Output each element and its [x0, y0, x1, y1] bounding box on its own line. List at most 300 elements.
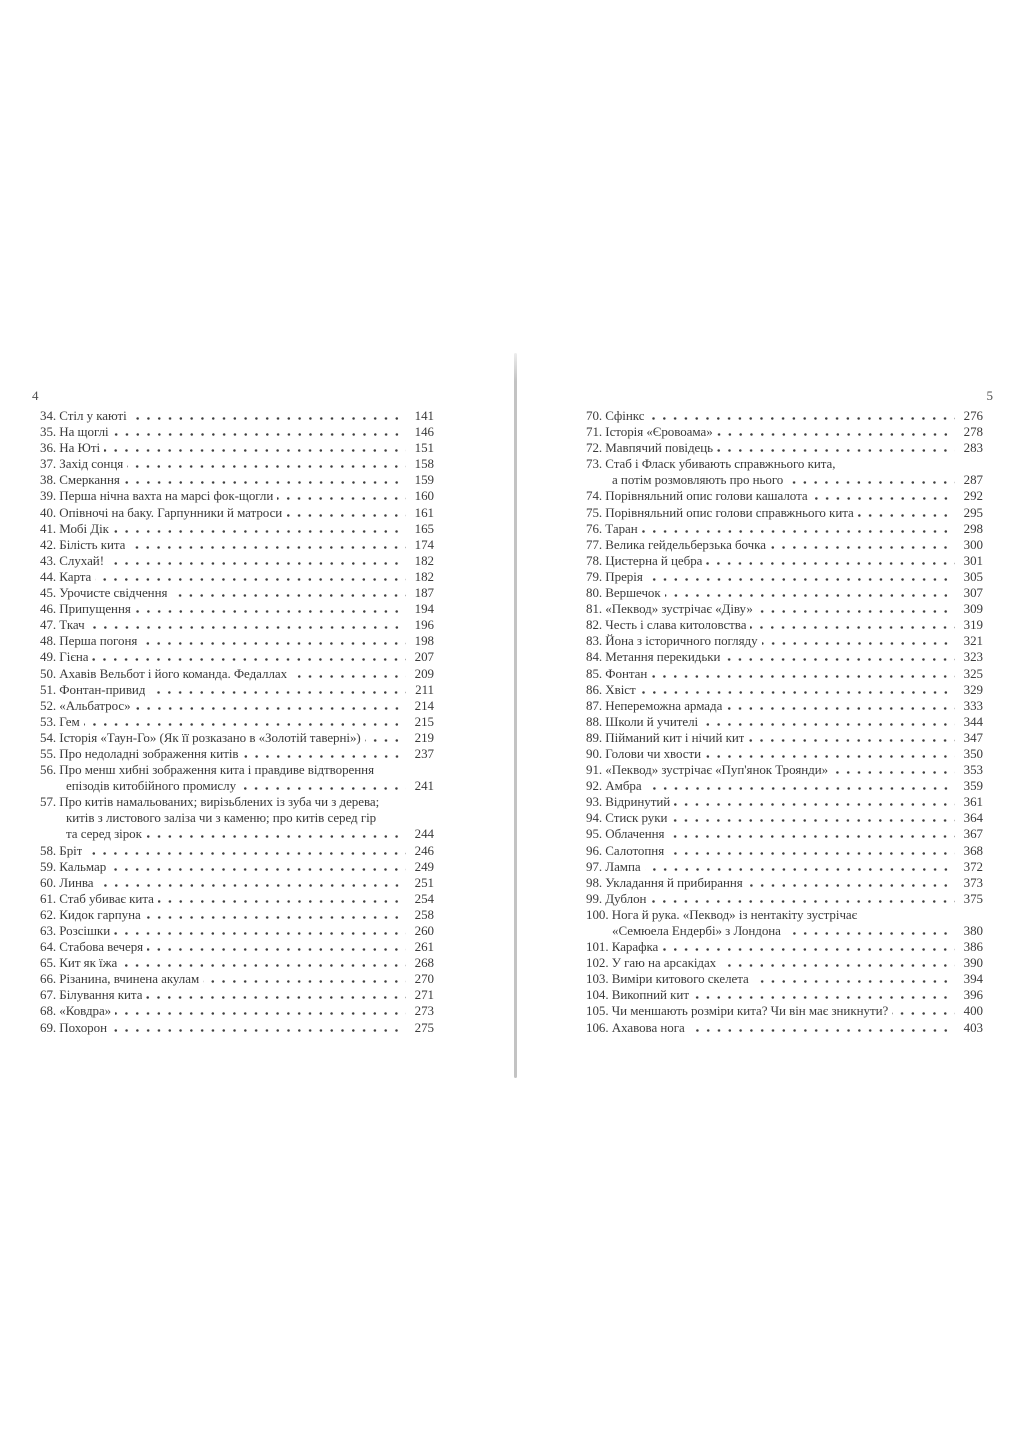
chapter-title: 101. Карафка: [586, 939, 659, 955]
dot-leader: [135, 610, 406, 613]
toc-line-main: [586, 762, 983, 778]
chapter-title: 54. Історія «Таун-Го» (Як її розказано в «Золотій таверні»): [40, 729, 361, 745]
toc-line-main: [40, 714, 434, 730]
chapter-title: 91. «Пеквод» зустрічає «Пуп'янок Троянди»: [586, 762, 829, 778]
toc-line-main: [586, 601, 983, 617]
toc-line-main: [586, 955, 983, 971]
toc-line-main: [586, 971, 983, 987]
page-ref: 373: [963, 874, 983, 890]
page-ref: 403: [963, 1019, 983, 1035]
chapter-title: 77. Велика гейдельберзька бочка: [586, 536, 766, 552]
toc-line-main: [586, 424, 983, 440]
toc-line-main: [586, 682, 983, 698]
chapter-title: 53. Гем: [40, 713, 80, 729]
dot-leader: [146, 835, 406, 838]
page-number-right: 5: [986, 388, 993, 403]
toc-entry-right-22: [586, 778, 983, 794]
toc-line-main: [40, 778, 434, 794]
page-ref: 375: [963, 890, 983, 906]
page-ref: 244: [414, 826, 434, 842]
dot-leader: [286, 514, 406, 517]
dot-leader: [717, 449, 955, 452]
toc-line-main: [40, 955, 434, 971]
toc-line-main: [586, 408, 983, 424]
toc-line-main: [40, 1003, 434, 1019]
page-ref: 207: [414, 649, 434, 665]
page-ref: 367: [963, 826, 983, 842]
chapter-title: 34. Стіл у каюті: [40, 408, 127, 423]
toc-entry-right-9: [586, 569, 983, 585]
chapter-title: 94. Стиск руки: [586, 810, 668, 826]
dot-leader: [243, 755, 407, 758]
page-ref: 333: [963, 697, 983, 713]
toc-line-main: [40, 666, 434, 682]
dot-leader: [98, 884, 406, 887]
dot-leader: [92, 658, 406, 661]
toc-line-main: [40, 891, 434, 907]
toc-line-main: [586, 633, 983, 649]
dot-leader: [113, 530, 406, 533]
toc-line-main: [586, 730, 983, 746]
toc-entry-left-1: [40, 424, 434, 440]
toc-entry-right-36: [586, 1020, 983, 1036]
chapter-title: 74. Порівняльний опис голови кашалота: [586, 488, 808, 504]
toc-line-main: [40, 730, 434, 746]
toc-entry-left-5: [40, 488, 434, 504]
chapter-title: 68. «Ковдра»: [40, 1003, 112, 1019]
page-ref: 182: [414, 552, 434, 568]
chapter-title: 73. Стаб і Фласк убивають справжнього кита,: [586, 456, 836, 472]
toc-entry-right-2: [586, 440, 983, 456]
page-ref: 301: [963, 552, 983, 568]
page-ref: 380: [963, 923, 983, 938]
toc-entry-left-22: [40, 762, 434, 794]
dot-leader: [651, 675, 955, 678]
chapter-title: 70. Сфінкс: [586, 408, 645, 423]
toc-entry-right-31: [586, 939, 983, 955]
dot-leader: [141, 642, 406, 645]
toc-line-main: [586, 521, 983, 537]
toc-line-main: [586, 826, 983, 842]
dot-leader: [674, 803, 955, 806]
page-ref: 292: [963, 488, 983, 504]
toc-line-main: [586, 617, 983, 633]
toc-line-main: [586, 987, 983, 1003]
dot-leader: [668, 852, 955, 855]
toc-line-main: [40, 826, 434, 842]
toc-line-main: [40, 971, 434, 987]
dot-leader: [171, 594, 406, 597]
toc-entry-right-18: [586, 714, 983, 730]
toc-entry-left-13: [40, 617, 434, 633]
toc-line-main: [586, 794, 983, 810]
toc-entry-left-14: [40, 633, 434, 649]
toc-line-main: [40, 1020, 434, 1036]
toc-entry-left-10: [40, 569, 434, 585]
chapter-title: 100. Нога й рука. «Пеквод» із нентакіту зустрічає: [586, 906, 858, 922]
dot-leader: [750, 626, 955, 629]
chapter-title: епізодів китобійного промислу: [66, 778, 237, 794]
toc-entry-left-34: [40, 1003, 434, 1019]
toc-line-wrap: [40, 762, 434, 778]
toc-line-main: [40, 633, 434, 649]
page-ref: 260: [414, 923, 434, 938]
page-ref: 353: [963, 762, 983, 778]
page-ref: 298: [963, 520, 983, 536]
toc-entry-left-12: [40, 601, 434, 617]
page-ref: 278: [963, 424, 983, 440]
dot-leader: [671, 819, 955, 822]
toc-line-main: [586, 843, 983, 859]
toc-entry-left-35: [40, 1020, 434, 1036]
page-ref: 219: [414, 729, 434, 745]
chapter-title: 98. Укладання й прибирання: [586, 874, 743, 890]
dot-leader: [115, 1012, 406, 1015]
toc-line-main: [40, 987, 434, 1003]
dot-leader: [131, 417, 406, 420]
page-ref: 161: [414, 504, 434, 520]
toc-line-main: [586, 649, 983, 665]
chapter-title: 43. Слухай!: [40, 552, 104, 568]
chapter-title: 75. Порівняльний опис голови справжнього кита: [586, 504, 854, 520]
page-ref: 268: [414, 955, 434, 971]
page-ref: 215: [414, 713, 434, 729]
toc-entry-right-27: [586, 859, 983, 875]
chapter-title: 38. Смеркання: [40, 472, 120, 488]
dot-leader: [812, 497, 955, 500]
page-ref: 305: [963, 568, 983, 584]
toc-line-main: [40, 649, 434, 665]
dot-leader: [647, 578, 955, 581]
dot-leader: [650, 900, 955, 903]
toc-entry-left-25: [40, 859, 434, 875]
page-ref: 209: [414, 665, 434, 681]
chapter-title: 46. Припущення: [40, 601, 131, 617]
toc-left-page: [40, 408, 434, 1036]
toc-line-main: [40, 440, 434, 456]
toc-line-main: [40, 424, 434, 440]
page-ref: 396: [963, 987, 983, 1003]
chapter-title: 80. Вершечок: [586, 585, 661, 601]
toc-entry-right-20: [586, 746, 983, 762]
toc-line-main: [40, 875, 434, 891]
chapter-title: 44. Карта: [40, 568, 92, 584]
page-ref: 394: [963, 971, 983, 987]
chapter-title: 78. Цистерна й цебра: [586, 552, 703, 568]
dot-leader: [858, 514, 955, 517]
toc-entry-right-25: [586, 826, 983, 842]
toc-entry-right-0: [586, 408, 983, 424]
page-ref: 361: [963, 794, 983, 810]
toc-entry-right-16: [586, 682, 983, 698]
dot-leader: [84, 723, 406, 726]
toc-line-main: [40, 923, 434, 939]
chapter-title: 37. Захід сонця: [40, 456, 124, 472]
chapter-title: 51. Фонтан-привид: [40, 681, 146, 697]
page-ref: 146: [414, 424, 434, 440]
dot-leader: [706, 562, 955, 565]
dot-leader: [668, 835, 955, 838]
toc-line-main: [40, 472, 434, 488]
dot-leader: [648, 417, 955, 420]
chapter-title: 40. Опівночі на баку. Гарпунники й матроси: [40, 504, 283, 520]
toc-entry-right-11: [586, 601, 983, 617]
page-ref: 276: [963, 408, 983, 423]
toc-line-main: [586, 585, 983, 601]
toc-line-main: [586, 746, 983, 762]
page-ref: 307: [963, 585, 983, 601]
page-ref: 300: [963, 536, 983, 552]
dot-leader: [720, 964, 955, 967]
toc-line-main: [40, 569, 434, 585]
page-ref: 270: [414, 971, 434, 987]
dot-leader: [145, 916, 406, 919]
dot-leader: [787, 481, 955, 484]
toc-line-main: [586, 569, 983, 585]
toc-line-main: [586, 472, 983, 488]
chapter-title: 71. Історія «Єровоама»: [586, 424, 713, 440]
toc-entry-left-24: [40, 843, 434, 859]
toc-line-main: [586, 778, 983, 794]
toc-entry-right-17: [586, 698, 983, 714]
toc-right-page: [586, 408, 983, 1036]
chapter-title: 92. Амбра: [586, 778, 642, 794]
dot-leader: [277, 497, 406, 500]
toc-line-main: [586, 553, 983, 569]
chapter-title: 64. Стабова вечеря: [40, 939, 144, 955]
toc-line-main: [40, 746, 434, 762]
chapter-title: 60. Линва: [40, 874, 94, 890]
page-divider: [514, 353, 517, 1078]
toc-entry-left-11: [40, 585, 434, 601]
page-ref: 214: [414, 697, 434, 713]
dot-leader: [114, 932, 406, 935]
page-ref: 309: [963, 601, 983, 617]
dot-leader: [110, 868, 406, 871]
toc-line-main: [40, 488, 434, 504]
toc-line-main: [40, 843, 434, 859]
dot-leader: [705, 755, 955, 758]
toc-entry-right-12: [586, 617, 983, 633]
toc-entry-left-23: [40, 794, 434, 842]
page-ref: 275: [414, 1019, 434, 1035]
toc-entry-left-26: [40, 875, 434, 891]
dot-leader: [892, 1012, 955, 1015]
toc-line-main: [586, 440, 983, 456]
toc-entry-right-8: [586, 553, 983, 569]
toc-line-main: [586, 891, 983, 907]
page-ref: 261: [414, 939, 434, 955]
chapter-title: 58. Бріт: [40, 842, 83, 858]
page-ref: 329: [963, 681, 983, 697]
toc-entry-left-29: [40, 923, 434, 939]
page-ref: 141: [414, 408, 434, 423]
toc-line-main: [586, 859, 983, 875]
dot-leader: [702, 723, 955, 726]
dot-leader: [240, 787, 406, 790]
toc-line-main: [40, 601, 434, 617]
page-ref: 194: [414, 601, 434, 617]
chapter-title: 39. Перша нічна вахта на марсі фок-щогли: [40, 488, 274, 504]
toc-entry-left-16: [40, 666, 434, 682]
toc-entry-left-30: [40, 939, 434, 955]
dot-leader: [689, 1029, 955, 1032]
chapter-title: 41. Мобі Дік: [40, 520, 109, 536]
dot-leader: [89, 626, 406, 629]
toc-entry-right-24: [586, 810, 983, 826]
chapter-title: 69. Похорон: [40, 1019, 107, 1035]
page-ref: 273: [414, 1003, 434, 1019]
toc-line-main: [40, 617, 434, 633]
dot-leader: [832, 771, 955, 774]
chapter-title: 95. Облачення: [586, 826, 665, 842]
page-ref: 198: [414, 633, 434, 649]
toc-entry-left-9: [40, 553, 434, 569]
toc-entry-right-29: [586, 891, 983, 907]
toc-line-main: [586, 488, 983, 504]
toc-line-main: [40, 682, 434, 698]
dot-leader: [113, 433, 406, 436]
toc-entry-left-27: [40, 891, 434, 907]
chapter-title: 97. Лампа: [586, 858, 641, 874]
chapter-title: 105. Чи меншають розміри кита? Чи він має зникнути?: [586, 1003, 889, 1019]
page-ref: 159: [414, 472, 434, 488]
dot-leader: [86, 852, 406, 855]
dot-leader: [646, 787, 955, 790]
toc-line-main: [40, 456, 434, 472]
dot-leader: [365, 739, 406, 742]
dot-leader: [693, 996, 955, 999]
page-ref: 364: [963, 810, 983, 826]
page-ref: 271: [414, 987, 434, 1003]
toc-entry-left-17: [40, 682, 434, 698]
page-ref: 160: [414, 488, 434, 504]
chapter-title: 72. Мавпячий повідець: [586, 440, 714, 456]
page-ref: 196: [414, 617, 434, 633]
toc-entry-left-32: [40, 971, 434, 987]
toc-line-main: [40, 521, 434, 537]
toc-entry-right-32: [586, 955, 983, 971]
toc-line-main: [586, 875, 983, 891]
page-ref: 158: [414, 456, 434, 472]
toc-line-main: [586, 666, 983, 682]
dot-leader: [147, 948, 406, 951]
dot-leader: [642, 530, 955, 533]
toc-entry-right-4: [586, 488, 983, 504]
dot-leader: [95, 578, 406, 581]
toc-entry-right-5: [586, 505, 983, 521]
dot-leader: [757, 610, 955, 613]
toc-line-main: [586, 1003, 983, 1019]
toc-line-main: [586, 1020, 983, 1036]
toc-line-main: [586, 505, 983, 521]
toc-entry-right-14: [586, 649, 983, 665]
dot-leader: [108, 562, 406, 565]
chapter-title: 99. Дублон: [586, 890, 647, 906]
toc-entry-right-1: [586, 424, 983, 440]
chapter-title: а потім розмовляють про нього: [612, 472, 784, 488]
chapter-title: 106. Ахавова нога: [586, 1019, 685, 1035]
page-ref: 258: [414, 906, 434, 922]
chapter-title: 89. Пійманий кит і нічий кит: [586, 729, 745, 745]
chapter-title: 90. Голови чи хвости: [586, 745, 702, 761]
chapter-title: 86. Хвіст: [586, 681, 636, 697]
page-ref: 283: [963, 440, 983, 456]
toc-entry-left-33: [40, 987, 434, 1003]
chapter-title: 88. Школи й учителі: [586, 713, 699, 729]
page-ref: 237: [414, 745, 434, 761]
page-ref: 386: [963, 939, 983, 955]
page-ref: 344: [963, 713, 983, 729]
toc-entry-right-10: [586, 585, 983, 601]
chapter-title: та серед зірок: [66, 826, 142, 842]
toc-entry-left-6: [40, 505, 434, 521]
page-ref: 321: [963, 633, 983, 649]
dot-leader: [135, 707, 406, 710]
dot-leader: [124, 481, 406, 484]
toc-line-main: [586, 939, 983, 955]
toc-line-main: [40, 505, 434, 521]
dot-leader: [146, 996, 406, 999]
dot-leader: [753, 980, 955, 983]
chapter-title: 47. Ткач: [40, 617, 85, 633]
toc-entry-right-28: [586, 875, 983, 891]
page-ref: 287: [963, 472, 983, 488]
toc-line-wrap: [40, 794, 434, 810]
page-ref: 165: [414, 520, 434, 536]
toc-entry-right-26: [586, 843, 983, 859]
page-ref: 151: [414, 440, 434, 456]
dot-leader: [665, 594, 955, 597]
page-ref: 254: [414, 890, 434, 906]
chapter-title: 103. Виміри китового скелета: [586, 971, 749, 987]
toc-entry-right-13: [586, 633, 983, 649]
chapter-title: 65. Кит як їжа: [40, 955, 118, 971]
chapter-title: 57. Про китів намальованих; вирізьблених із зуба чи з дерева;: [40, 794, 380, 810]
toc-entry-left-31: [40, 955, 434, 971]
chapter-title: 50. Ахавів Вельбот і його команда. Федаллах: [40, 665, 288, 681]
toc-entry-right-15: [586, 666, 983, 682]
toc-entry-left-21: [40, 746, 434, 762]
toc-line-main: [40, 698, 434, 714]
chapter-title: 62. Кидок гарпуна: [40, 906, 141, 922]
dot-leader: [149, 691, 406, 694]
toc-entry-right-23: [586, 794, 983, 810]
chapter-title: 81. «Пеквод» зустрічає «Діву»: [586, 601, 753, 617]
toc-line-main: [40, 859, 434, 875]
chapter-title: 67. Білування кита: [40, 987, 143, 1003]
chapter-title: 35. На щоглі: [40, 424, 109, 440]
dot-leader: [111, 1029, 406, 1032]
toc-line-wrap: [586, 907, 983, 923]
page-ref: 390: [963, 955, 983, 971]
dot-leader: [104, 449, 406, 452]
toc-line-main: [586, 698, 983, 714]
toc-entry-left-15: [40, 649, 434, 665]
dot-leader: [770, 546, 955, 549]
chapter-title: 79. Прерія: [586, 568, 643, 584]
dot-leader: [203, 980, 406, 983]
dot-leader: [717, 433, 955, 436]
toc-line-main: [40, 939, 434, 955]
toc-entry-right-7: [586, 537, 983, 553]
chapter-title: 84. Метання перекидьки: [586, 649, 721, 665]
page-ref: 372: [963, 858, 983, 874]
page-ref: 187: [414, 585, 434, 601]
dot-leader: [121, 964, 406, 967]
page-ref: 182: [414, 568, 434, 584]
page-ref: 350: [963, 745, 983, 761]
